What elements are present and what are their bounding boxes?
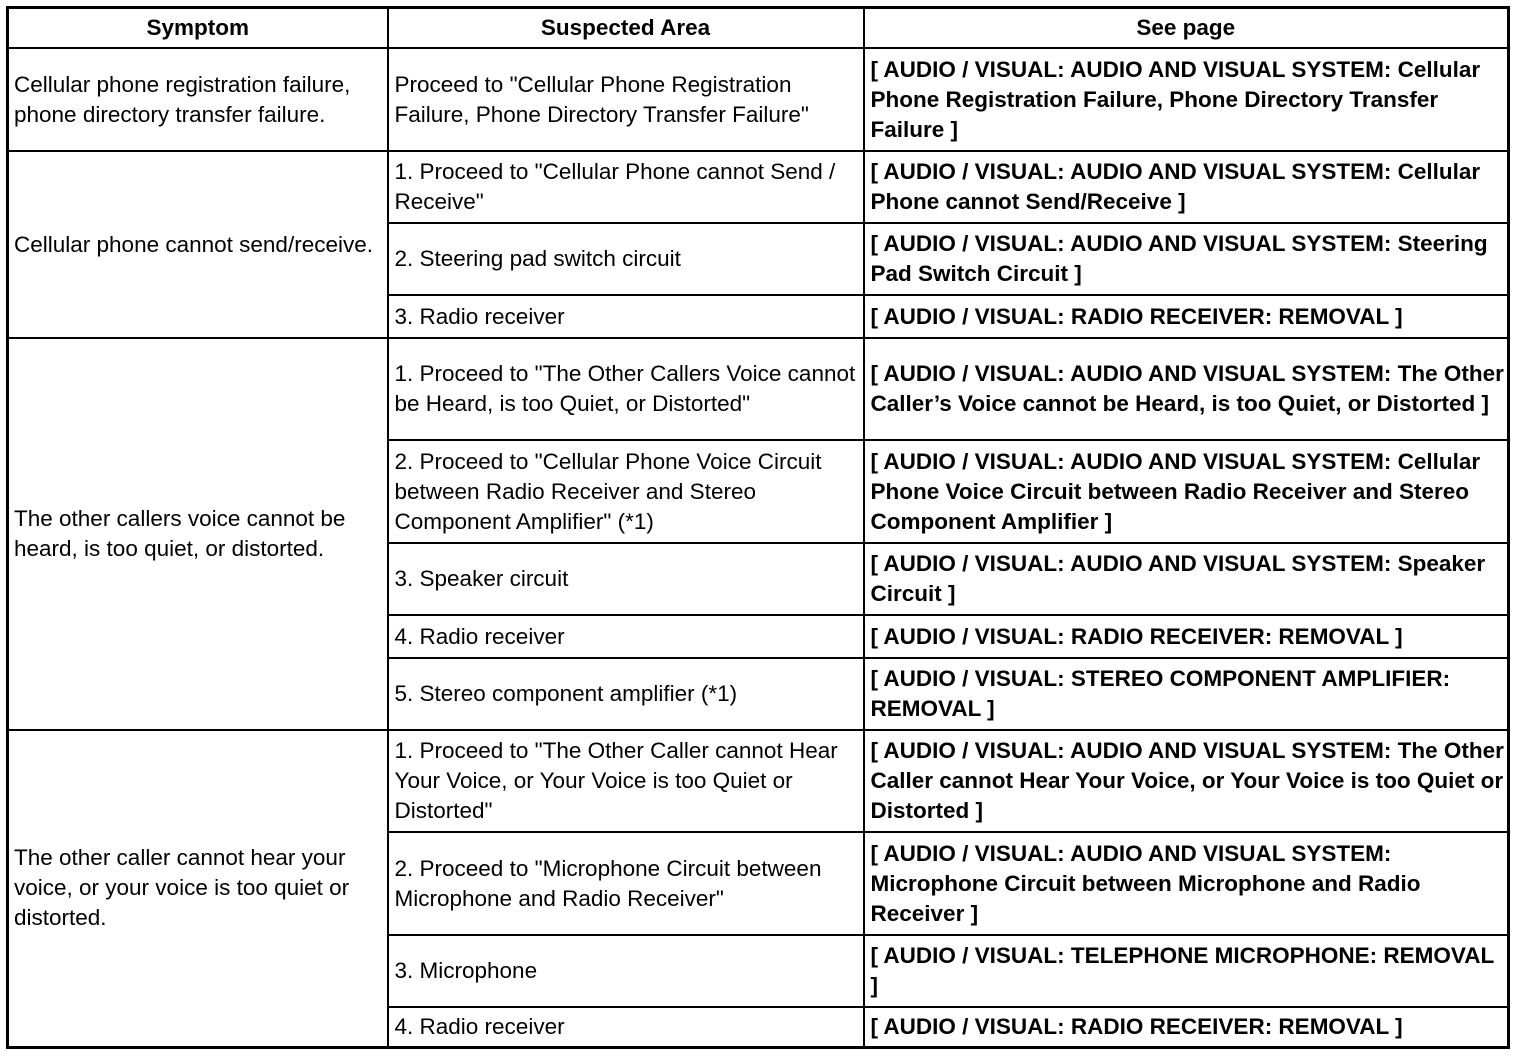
table-row: [8, 48, 1509, 151]
page-reference-link[interactable]: [ AUDIO / VISUAL: RADIO RECEIVER: REMOVAL ]: [864, 295, 1509, 338]
symptom-cell: Cellular phone registration failure, phone directory transfer failure.: [8, 48, 388, 151]
page-reference-link[interactable]: [ AUDIO / VISUAL: RADIO RECEIVER: REMOVAL ]: [864, 1007, 1509, 1047]
suspected-area-cell: 2. Proceed to "Cellular Phone Voice Circuit between Radio Receiver and Stereo Component Amplifier" (*1): [388, 440, 864, 543]
suspected-area-cell: 1. Proceed to "Cellular Phone cannot Send / Receive": [388, 151, 864, 223]
page-reference-link[interactable]: [ AUDIO / VISUAL: RADIO RECEIVER: REMOVAL ]: [864, 615, 1509, 658]
page-reference-link[interactable]: [ AUDIO / VISUAL: AUDIO AND VISUAL SYSTEM: The Other Caller’s Voice cannot be Heard, is too Quiet, or Distorted ]: [864, 338, 1509, 440]
suspected-area-cell: Proceed to "Cellular Phone Registration Failure, Phone Directory Transfer Failure": [388, 48, 864, 151]
table-row: [8, 730, 1509, 832]
header-symptom: Symptom: [8, 8, 388, 49]
page-reference-link[interactable]: [ AUDIO / VISUAL: AUDIO AND VISUAL SYSTEM: Cellular Phone Voice Circuit between Radio Receiver and Stereo Component Amplifier ]: [864, 440, 1509, 543]
suspected-area-cell: 3. Radio receiver: [388, 295, 864, 338]
page-reference-link[interactable]: [ AUDIO / VISUAL: AUDIO AND VISUAL SYSTEM: Cellular Phone Registration Failure, Phone Directory Transfer Failure ]: [864, 48, 1509, 151]
symptom-cell: The other caller cannot hear your voice, or your voice is too quiet or distorted.: [8, 730, 388, 1047]
header-see-page: See page: [864, 8, 1509, 49]
suspected-area-cell: 2. Proceed to "Microphone Circuit between Microphone and Radio Receiver": [388, 832, 864, 935]
table-row: [8, 338, 1509, 440]
page-reference-link[interactable]: [ AUDIO / VISUAL: STEREO COMPONENT AMPLIFIER: REMOVAL ]: [864, 658, 1509, 730]
suspected-area-cell: 3. Microphone: [388, 935, 864, 1007]
suspected-area-cell: 3. Speaker circuit: [388, 543, 864, 615]
symptom-cell: The other callers voice cannot be heard, is too quiet, or distorted.: [8, 338, 388, 730]
page-reference-link[interactable]: [ AUDIO / VISUAL: AUDIO AND VISUAL SYSTEM: The Other Caller cannot Hear Your Voice, or Your Voice is too Quiet or Distorted ]: [864, 730, 1509, 832]
page-reference-link[interactable]: [ AUDIO / VISUAL: AUDIO AND VISUAL SYSTEM: Speaker Circuit ]: [864, 543, 1509, 615]
suspected-area-cell: 4. Radio receiver: [388, 615, 864, 658]
suspected-area-cell: 4. Radio receiver: [388, 1007, 864, 1047]
page-reference-link[interactable]: [ AUDIO / VISUAL: AUDIO AND VISUAL SYSTEM: Cellular Phone cannot Send/Receive ]: [864, 151, 1509, 223]
suspected-area-cell: 2. Steering pad switch circuit: [388, 223, 864, 295]
suspected-area-cell: 5. Stereo component amplifier (*1): [388, 658, 864, 730]
header-suspected-area: Suspected Area: [388, 8, 864, 49]
page-reference-link[interactable]: [ AUDIO / VISUAL: AUDIO AND VISUAL SYSTEM: Microphone Circuit between Microphone and Radio Receiver ]: [864, 832, 1509, 935]
diagnostic-table: [6, 6, 1510, 1049]
suspected-area-cell: 1. Proceed to "The Other Callers Voice cannot be Heard, is too Quiet, or Distorted": [388, 338, 864, 440]
page-reference-link[interactable]: [ AUDIO / VISUAL: AUDIO AND VISUAL SYSTEM: Steering Pad Switch Circuit ]: [864, 223, 1509, 295]
table-row: [8, 151, 1509, 223]
page-reference-link[interactable]: [ AUDIO / VISUAL: TELEPHONE MICROPHONE: REMOVAL ]: [864, 935, 1509, 1007]
suspected-area-cell: 1. Proceed to "The Other Caller cannot Hear Your Voice, or Your Voice is too Quiet or Distorted": [388, 730, 864, 832]
symptom-cell: Cellular phone cannot send/receive.: [8, 151, 388, 338]
header-row: [8, 8, 1509, 49]
